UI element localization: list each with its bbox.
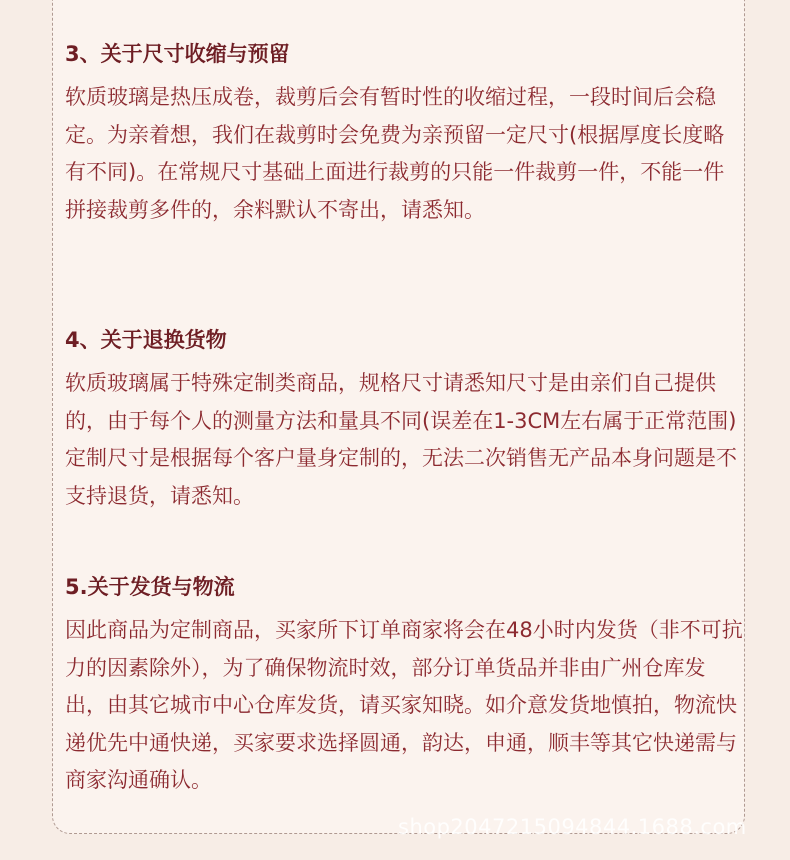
section-size-shrinkage [65,40,745,229]
section-returns [65,326,745,515]
section-heading: 5.关于发货与物流 [65,575,235,599]
section-body: 因此商品为定制商品，买家所下订单商家将会在48小时内发货（非不可抗力的因素除外），为了确保物流时效，部分订单货品并非由广州仓库发出，由其它城市中心仓库发货，请买家知晓。如介意发货地慎拍，物流快递优先中通快递，买家要求选择圆通，韵达，申通，顺丰等其它快递需与商家沟通确认。 [65,618,743,792]
section-body: 软质玻璃属于特殊定制类商品，规格尺寸请悉知尺寸是由亲们自己提供的，由于每个人的测量方法和量具不同(误差在1-3CM左右属于正常范围)定制尺寸是根据每个客户量身定制的，无法二次销售无产品本身问题是不支持退货，请悉知。 [65,371,737,508]
section-heading: 4、关于退换货物 [65,328,227,352]
section-shipping [65,573,745,800]
section-heading: 3、关于尺寸收缩与预留 [65,42,290,66]
section-body: 软质玻璃是热压成卷，裁剪后会有暂时性的收缩过程，一段时间后会稳定。为亲着想，我们在裁剪时会免费为亲预留一定尺寸(根据厚度长度略有不同)。在常规尺寸基础上面进行裁剪的只能一件裁剪一件，不能一件拼接裁剪多件的，余料默认不寄出，请悉知。 [65,85,725,222]
shop-watermark: shop2047215094844.1688.com [398,815,747,839]
